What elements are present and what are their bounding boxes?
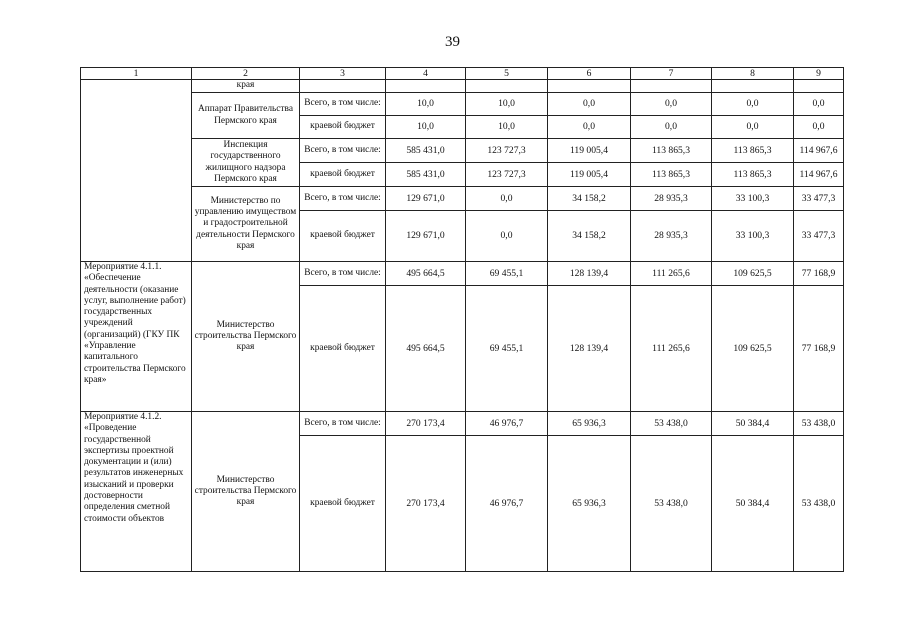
value-cell: 0,0 <box>794 93 844 116</box>
value-cell: 10,0 <box>386 93 466 116</box>
value-cell: 28 935,3 <box>631 211 712 262</box>
executor-cell: Министерство строительства Пермского края <box>192 262 300 412</box>
value-cell: 128 139,4 <box>548 262 631 286</box>
table-row <box>81 412 844 436</box>
value-cell: 113 865,3 <box>631 163 712 187</box>
value-cell: 270 173,4 <box>386 412 466 436</box>
header-cell: 1 <box>81 68 192 80</box>
value-cell: 113 865,3 <box>631 139 712 163</box>
value-cell: 129 671,0 <box>386 187 466 211</box>
value-cell: 65 936,3 <box>548 412 631 436</box>
page-number: 39 <box>445 34 460 50</box>
executor-cell: края <box>192 80 300 93</box>
value-cell: 0,0 <box>548 116 631 139</box>
value-cell: 0,0 <box>794 116 844 139</box>
value-cell: 495 664,5 <box>386 286 466 412</box>
value-cell: 10,0 <box>466 93 548 116</box>
value-cell: 46 976,7 <box>466 436 548 572</box>
value-cell: 585 431,0 <box>386 139 466 163</box>
value-cell: 0,0 <box>548 93 631 116</box>
table-row <box>81 187 844 211</box>
value-cell: 113 865,3 <box>712 139 794 163</box>
value-cell: 119 005,4 <box>548 163 631 187</box>
value-cell: 33 100,3 <box>712 211 794 262</box>
value-cell: 28 935,3 <box>631 187 712 211</box>
source-cell: Всего, в том числе: <box>300 93 386 116</box>
header-cell: 5 <box>466 68 548 80</box>
value-cell: 0,0 <box>631 116 712 139</box>
source-cell: Всего, в том числе: <box>300 187 386 211</box>
value-cell: 0,0 <box>712 93 794 116</box>
value-cell: 50 384,4 <box>712 412 794 436</box>
value-cell: 10,0 <box>386 116 466 139</box>
value-cell: 10,0 <box>466 116 548 139</box>
activity-cell <box>81 80 192 262</box>
value-cell: 585 431,0 <box>386 163 466 187</box>
table-row <box>81 139 844 163</box>
executor-cell: Инспекция государственного жилищного надзора Пермского края <box>192 139 300 187</box>
value-cell: 50 384,4 <box>712 436 794 572</box>
value-cell: 53 438,0 <box>794 412 844 436</box>
empty-cell <box>386 80 466 93</box>
executor-cell: Министерство строительства Пермского края <box>192 412 300 572</box>
value-cell: 111 265,6 <box>631 286 712 412</box>
value-cell: 113 865,3 <box>712 163 794 187</box>
value-cell: 123 727,3 <box>466 163 548 187</box>
value-cell: 46 976,7 <box>466 412 548 436</box>
table-row <box>81 93 844 116</box>
empty-cell <box>794 80 844 93</box>
source-cell: краевой бюджет <box>300 163 386 187</box>
empty-cell <box>300 80 386 93</box>
source-cell: Всего, в том числе: <box>300 262 386 286</box>
value-cell: 0,0 <box>712 116 794 139</box>
header-cell: 9 <box>794 68 844 80</box>
source-cell: краевой бюджет <box>300 286 386 412</box>
source-cell: краевой бюджет <box>300 211 386 262</box>
source-cell: Всего, в том числе: <box>300 412 386 436</box>
empty-cell <box>712 80 794 93</box>
empty-cell <box>466 80 548 93</box>
header-cell: 2 <box>192 68 300 80</box>
header-cell: 3 <box>300 68 386 80</box>
executor-cell: Министерство по управлению имуществом и градостроительной деятельности Пермского края <box>192 187 300 262</box>
value-cell: 0,0 <box>631 93 712 116</box>
source-cell: краевой бюджет <box>300 116 386 139</box>
value-cell: 0,0 <box>466 187 548 211</box>
budget-table <box>80 67 844 572</box>
value-cell: 53 438,0 <box>631 436 712 572</box>
value-cell: 53 438,0 <box>631 412 712 436</box>
value-cell: 69 455,1 <box>466 262 548 286</box>
table-row <box>81 262 844 286</box>
header-cell: 8 <box>712 68 794 80</box>
value-cell: 270 173,4 <box>386 436 466 572</box>
activity-cell: Мероприятие 4.1.2. «Проведение государственной экспертизы проектной документации и (или) результатов инженерных изысканий и проверки достоверности определения сметной стоимости объектов <box>81 412 192 572</box>
value-cell: 111 265,6 <box>631 262 712 286</box>
source-cell: краевой бюджет <box>300 436 386 572</box>
value-cell: 109 625,5 <box>712 262 794 286</box>
value-cell: 0,0 <box>466 211 548 262</box>
source-cell: Всего, в том числе: <box>300 139 386 163</box>
empty-cell <box>548 80 631 93</box>
value-cell: 109 625,5 <box>712 286 794 412</box>
value-cell: 119 005,4 <box>548 139 631 163</box>
value-cell: 495 664,5 <box>386 262 466 286</box>
table-row <box>81 80 844 93</box>
value-cell: 69 455,1 <box>466 286 548 412</box>
value-cell: 33 477,3 <box>794 211 844 262</box>
value-cell: 77 168,9 <box>794 286 844 412</box>
executor-cell: Аппарат Правительства Пермского края <box>192 93 300 139</box>
value-cell: 34 158,2 <box>548 187 631 211</box>
empty-cell <box>631 80 712 93</box>
value-cell: 65 936,3 <box>548 436 631 572</box>
value-cell: 123 727,3 <box>466 139 548 163</box>
value-cell: 53 438,0 <box>794 436 844 572</box>
value-cell: 129 671,0 <box>386 211 466 262</box>
header-cell: 4 <box>386 68 466 80</box>
value-cell: 33 100,3 <box>712 187 794 211</box>
header-row <box>81 68 844 80</box>
value-cell: 77 168,9 <box>794 262 844 286</box>
value-cell: 128 139,4 <box>548 286 631 412</box>
value-cell: 114 967,6 <box>794 139 844 163</box>
activity-cell: Мероприятие 4.1.1. «Обеспечение деятельности (оказание услуг, выполнение работ) государственных учреждений (организаций) (ГКУ ПК «Управление капитального строительства Пермского края» <box>81 262 192 412</box>
value-cell: 114 967,6 <box>794 163 844 187</box>
header-cell: 7 <box>631 68 712 80</box>
header-cell: 6 <box>548 68 631 80</box>
value-cell: 34 158,2 <box>548 211 631 262</box>
value-cell: 33 477,3 <box>794 187 844 211</box>
